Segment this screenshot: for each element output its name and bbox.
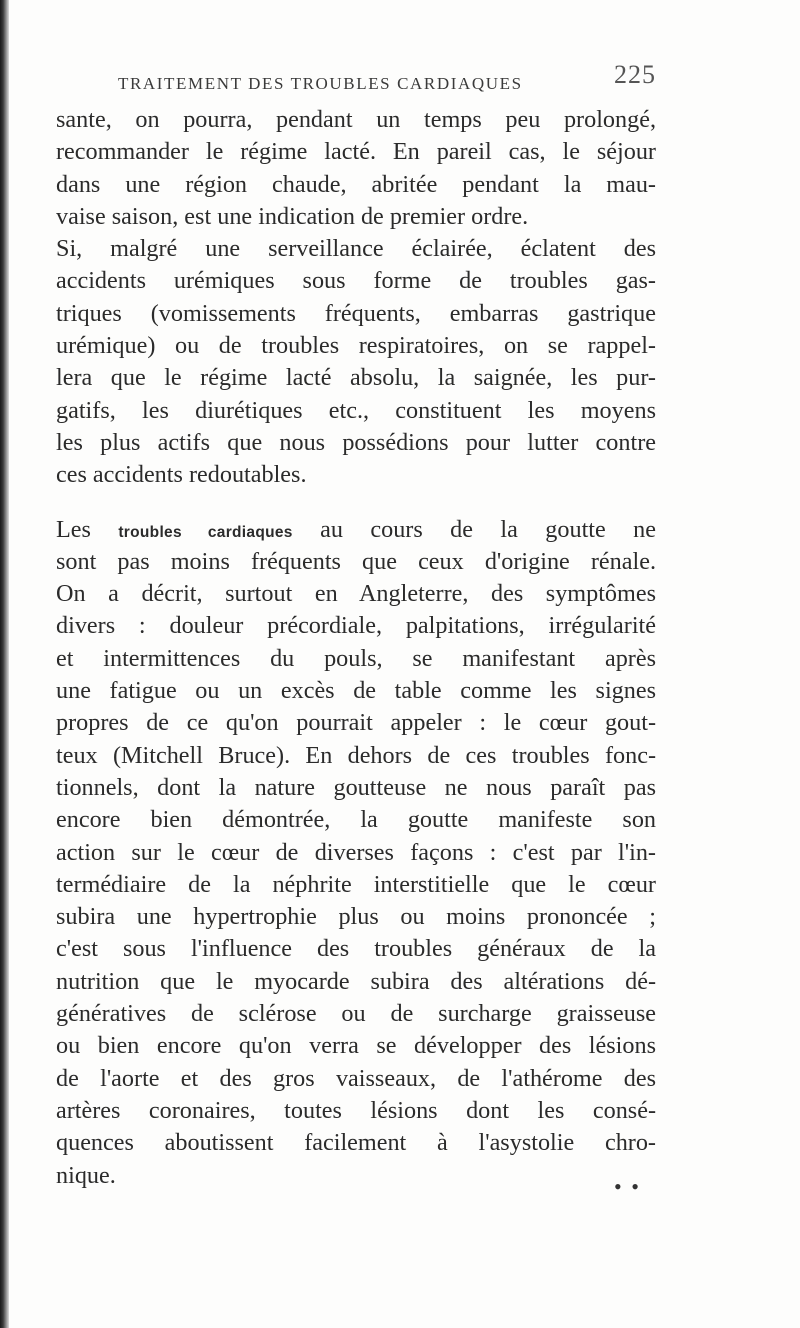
text-line: recommander le régime lacté. En pareil cas, le séjour [56, 138, 656, 166]
text-line: teux (Mitchell Bruce). En dehors de ces troubles fonc- [56, 741, 656, 769]
text-line: nutrition que le myocarde subira des altérations dé- [56, 967, 656, 995]
text-line: termédiaire de la néphrite interstitielle que le cœur [56, 870, 656, 898]
text-line: quences aboutissent facilement à l'asystolie chro- [56, 1129, 656, 1157]
text-line: encore bien démontrée, la goutte manifeste son [56, 806, 656, 834]
text-line: On a décrit, surtout en Angleterre, des symptômes [56, 580, 656, 608]
page-number: 225 [614, 60, 656, 89]
running-title: TRAITEMENT DES TROUBLES CARDIAQUES [118, 74, 523, 93]
text-line: divers : douleur précordiale, palpitations, irrégularité [56, 612, 656, 640]
text-line: Si, malgré une serveillance éclairée, éclatent des [56, 235, 656, 263]
text-line: nique. [56, 1161, 116, 1189]
text-line: triques (vomissements fréquents, embarras gastrique [56, 299, 656, 327]
text-line: c'est sous l'influence des troubles généraux de la [56, 935, 656, 963]
body-text [56, 104, 656, 1192]
text-line: urémique) ou de troubles respiratoires, on se rappel- [56, 332, 656, 360]
text-line: les plus actifs que nous possédions pour lutter contre [56, 428, 656, 456]
text-line: sont pas moins fréquents que ceux d'origine rénale. [56, 547, 656, 575]
lead-text: Les [56, 515, 119, 543]
text-line: sante, on pourra, pendant un temps peu prolongé, [56, 106, 656, 133]
paragraph-lead-line [56, 514, 656, 546]
text-line: accidents urémiques sous forme de troubles gas- [56, 267, 656, 295]
text-line: dans une région chaude, abritée pendant la mau- [56, 170, 656, 198]
text-line: et intermittences du pouls, se manifestant après [56, 644, 656, 672]
signature-mark: • • [614, 1174, 641, 1199]
text-line: subira une hypertrophie plus ou moins prononcée ; [56, 903, 656, 931]
text-line: gatifs, les diurétiques etc., constituent les moyens [56, 396, 656, 424]
text-line: une fatigue ou un excès de table comme les signes [56, 677, 656, 705]
paragraph-gap [56, 492, 656, 514]
text-line: vaise saison, est une indication de premier ordre. [56, 202, 529, 230]
text-line: propres de ce qu'on pourrait appeler : le cœur gout- [56, 709, 656, 737]
text-line: ou bien encore qu'on verra se développer des lésions [56, 1032, 656, 1060]
text-line: artères coronaires, toutes lésions dont les consé- [56, 1096, 656, 1124]
text-line: lera que le régime lacté absolu, la saignée, les pur- [56, 364, 656, 392]
text-line: génératives de sclérose ou de surcharge graisseuse [56, 1000, 656, 1028]
page-binding-shadow [0, 0, 9, 1328]
lead-tail: au cours de la goutte ne [292, 515, 656, 543]
text-line: de l'aorte et des gros vaisseaux, de l'athérome des [56, 1064, 656, 1092]
page-header [118, 60, 656, 100]
section-keyword: troubles cardiaques [118, 523, 293, 541]
text-line: tionnels, dont la nature goutteuse ne nous paraît pas [56, 773, 656, 801]
text-line: ces accidents redoutables. [56, 461, 307, 489]
text-line: action sur le cœur de diverses façons : c'est par l'in- [56, 838, 656, 866]
